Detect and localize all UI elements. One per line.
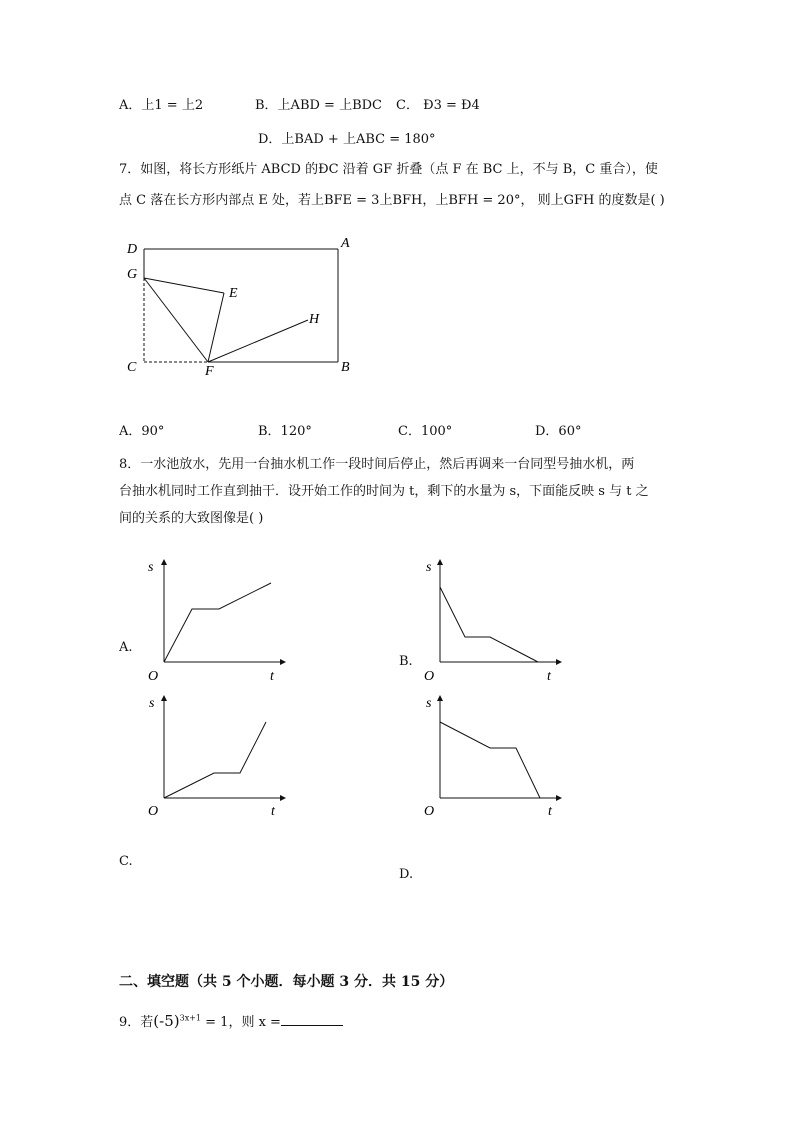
line-gf: [144, 278, 208, 362]
label-c: C: [127, 360, 137, 375]
axis-s-label: s: [149, 696, 155, 711]
label-h: H: [309, 312, 320, 327]
line-fh: [208, 320, 308, 362]
section-heading: 二、填空题（共 5 个小题．每小题 3 分．共 15 分）: [119, 974, 454, 990]
graph-c-line: [164, 722, 266, 798]
label-a: A: [341, 236, 350, 251]
q8-option-d-label: D.: [399, 867, 414, 882]
q7-option-b: B．120°: [258, 424, 312, 439]
axis-t-label: t: [547, 669, 551, 684]
q7-option-a: A．90°: [119, 424, 165, 439]
label-f: F: [205, 364, 214, 379]
q7-option-c: C．100°: [398, 424, 453, 439]
graph-a-line: [164, 583, 271, 662]
q8-graph-a: [140, 555, 290, 685]
q8-graph-b: [418, 555, 568, 685]
q8-option-b-label: B.: [399, 654, 413, 669]
q9-prefix: 9．若: [119, 1015, 154, 1030]
q8-text-line2: 台抽水机同时工作直到抽干．设开始工作的时间为 t，剩下的水量为 s，下面能反映 s 与 t 之: [119, 484, 649, 499]
graph-b-line: [440, 587, 538, 662]
q8-graph-d: [418, 690, 568, 820]
q9-exponent: 3x+1: [179, 1013, 202, 1023]
origin-label: O: [424, 804, 435, 819]
line-ge: [144, 278, 224, 293]
q8-text-line1: 8．一水池放水，先用一台抽水机工作一段时间后停止，然后再调来一台同型号抽水机，两: [119, 457, 635, 472]
axis-s-label: s: [148, 560, 154, 575]
q6-option-a: A．上1 = 上2: [119, 98, 204, 113]
axis-t-label: t: [548, 804, 552, 819]
graph-d-line: [440, 722, 540, 798]
origin-label: O: [148, 804, 159, 819]
label-d: D: [127, 242, 138, 257]
axis-s-label: s: [426, 560, 432, 575]
q9-question: [119, 1011, 343, 1030]
axis-t-label: t: [270, 669, 274, 684]
q9-answer-blank[interactable]: [281, 1013, 343, 1026]
q6-option-c: C． Ð3 = Ð4: [396, 98, 480, 113]
q7-option-d: D．60°: [535, 424, 582, 439]
label-b: B: [341, 360, 350, 375]
q8-graph-c: [140, 690, 290, 820]
q9-base: (-5): [153, 1012, 180, 1030]
origin-label: O: [148, 669, 159, 684]
q8-option-c-label: C.: [119, 854, 133, 869]
q9-mid: = 1，则 x =: [201, 1015, 281, 1030]
q8-text-line3: 间的关系的大致图像是( ): [119, 511, 264, 526]
line-ef: [208, 293, 224, 362]
label-e: E: [229, 286, 238, 301]
q6-option-b: B．上ABD = 上BDC: [255, 98, 382, 113]
q7-text-line2: 点 C 落在长方形内部点 E 处，若上BFE = 3上BFH，上BFH = 20°， 则上GFH 的度数是( ): [119, 193, 665, 208]
label-g: G: [127, 267, 138, 282]
axis-s-label: s: [426, 696, 432, 711]
origin-label: O: [424, 669, 435, 684]
axis-t-label: t: [271, 804, 275, 819]
q6-option-d: D．上BAD + 上ABC = 180°: [258, 132, 436, 147]
q7-rectangle-figure: [110, 230, 370, 380]
q8-option-a-label: A.: [119, 640, 133, 655]
q7-text-line1: 7．如图，将长方形纸片 ABCD 的ÐC 沿着 GF 折叠（点 F 在 BC 上，不与 B，C 重合），使: [119, 162, 658, 177]
